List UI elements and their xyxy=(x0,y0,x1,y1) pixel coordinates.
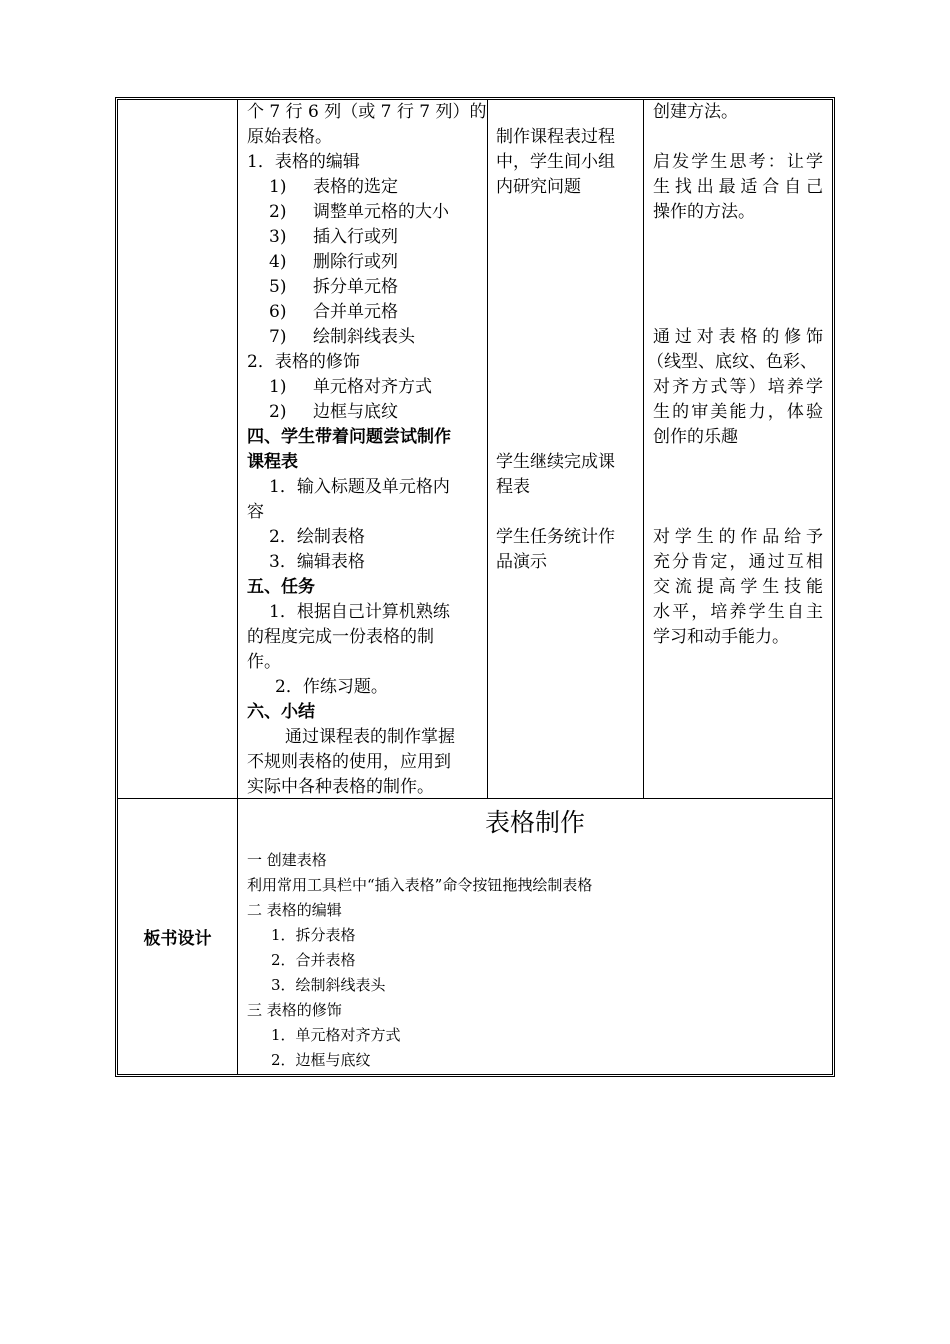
content-line: 2．绘制表格 xyxy=(269,527,365,547)
item-number: 1) xyxy=(269,177,287,197)
design-line: 充分肯定，通过互相 xyxy=(653,552,823,572)
content-line: 作。 xyxy=(247,652,281,672)
design-line: （线型、底纹、色彩、 xyxy=(647,352,817,372)
content-line: 1．根据自己计算机熟练 xyxy=(269,602,450,622)
design-line: 创作的乐趣 xyxy=(653,427,738,447)
content-line: 个 7 行 6 列（或 7 行 7 列）的 xyxy=(247,102,487,122)
item-number: 2) xyxy=(269,402,287,422)
student-activity-column xyxy=(496,125,636,200)
col-divider-1 xyxy=(237,100,238,1074)
student-line: 制作课程表过程 xyxy=(496,127,615,147)
item-number: 2) xyxy=(269,202,287,222)
design-intent-block-3 xyxy=(647,325,823,450)
board-line: 2．边框与底纹 xyxy=(271,1051,371,1069)
design-line: 水平，培养学生自主 xyxy=(653,602,823,622)
board-line: 1．拆分表格 xyxy=(271,926,356,944)
student-line: 品演示 xyxy=(496,552,547,572)
design-intent-block-1 xyxy=(653,100,823,125)
design-line: 通过对表格的修饰 xyxy=(653,327,823,347)
section-heading-4-cont: 课程表 xyxy=(247,452,298,472)
design-line: 交流提高学生技能 xyxy=(653,577,823,597)
col-divider-3 xyxy=(643,100,644,798)
board-design-label: 板书设计 xyxy=(143,928,212,949)
design-line: 启发学生思考：让学 xyxy=(653,152,823,172)
item-number: 6) xyxy=(269,302,287,322)
list-item: 3) 插入行或列 xyxy=(247,225,479,250)
design-line: 对齐方式等）培养学 xyxy=(653,377,823,397)
design-line: 对学生的作品给予 xyxy=(653,527,823,547)
list-item: 1) 单元格对齐方式 xyxy=(247,375,479,400)
item-number: 7) xyxy=(269,327,287,347)
content-line: 原始表格。 xyxy=(247,127,332,147)
content-line: 通过课程表的制作掌握 xyxy=(285,727,455,747)
student-line: 内研究问题 xyxy=(496,177,581,197)
design-intent-block-2 xyxy=(653,150,823,225)
list-item: 4) 删除行或列 xyxy=(247,250,479,275)
list-item: 2) 边框与底纹 xyxy=(247,400,479,425)
col-divider-2 xyxy=(487,100,488,798)
student-line: 学生继续完成课 xyxy=(496,452,615,472)
list-item: 6) 合并单元格 xyxy=(247,300,479,325)
design-line: 生的审美能力，体验 xyxy=(653,402,823,422)
section-heading-6: 六、小结 xyxy=(247,702,315,722)
item-number: 4) xyxy=(269,252,287,272)
list-item: 7) 绘制斜线表头 xyxy=(247,325,479,350)
list-item: 2) 调整单元格的大小 xyxy=(247,200,479,225)
content-line: 1．输入标题及单元格内 xyxy=(269,477,450,497)
content-column xyxy=(247,100,487,800)
item-number: 1) xyxy=(269,377,287,397)
content-line: 2．作练习题。 xyxy=(275,677,388,697)
section-heading-5: 五、任务 xyxy=(247,577,315,597)
section-heading-4: 四、学生带着问题尝试制作 xyxy=(247,427,451,447)
board-line: 二 表格的编辑 xyxy=(247,901,342,919)
list-item: 5) 拆分单元格 xyxy=(247,275,479,300)
section-heading: 1．表格的编辑 xyxy=(247,152,360,172)
content-line: 不规则表格的使用，应用到 xyxy=(247,752,451,772)
content-line: 的程度完成一份表格的制 xyxy=(247,627,434,647)
student-line: 中，学生间小组 xyxy=(496,152,615,172)
section-heading: 2．表格的修饰 xyxy=(247,352,360,372)
list-item: 1) 表格的选定 xyxy=(247,175,479,200)
board-title: 表格制作 xyxy=(484,808,585,837)
board-line: 利用常用工具栏中“插入表格”命令按钮拖拽绘制表格 xyxy=(247,876,593,894)
student-activity-block-2 xyxy=(496,450,636,500)
board-line: 3．绘制斜线表头 xyxy=(271,976,386,994)
content-line: 3．编辑表格 xyxy=(269,552,365,572)
student-line: 程表 xyxy=(496,477,530,497)
content-line: 容 xyxy=(247,502,264,522)
design-line: 操作的方法。 xyxy=(653,202,755,222)
board-line: 1．单元格对齐方式 xyxy=(271,1026,401,1044)
student-activity-block-3 xyxy=(496,525,636,575)
board-line: 2．合并表格 xyxy=(271,951,356,969)
design-line: 学习和动手能力。 xyxy=(653,627,789,647)
board-line: 三 表格的修饰 xyxy=(247,1001,342,1019)
board-content xyxy=(247,848,592,1073)
design-intent-block-4 xyxy=(653,525,823,650)
design-line: 生找出最适合自己 xyxy=(653,177,823,197)
board-line: 一 创建表格 xyxy=(247,851,327,869)
item-number: 3) xyxy=(269,227,287,247)
student-line: 学生任务统计作 xyxy=(496,527,615,547)
content-line: 实际中各种表格的制作。 xyxy=(247,777,434,797)
item-number: 5) xyxy=(269,277,287,297)
design-line: 创建方法。 xyxy=(653,102,738,122)
